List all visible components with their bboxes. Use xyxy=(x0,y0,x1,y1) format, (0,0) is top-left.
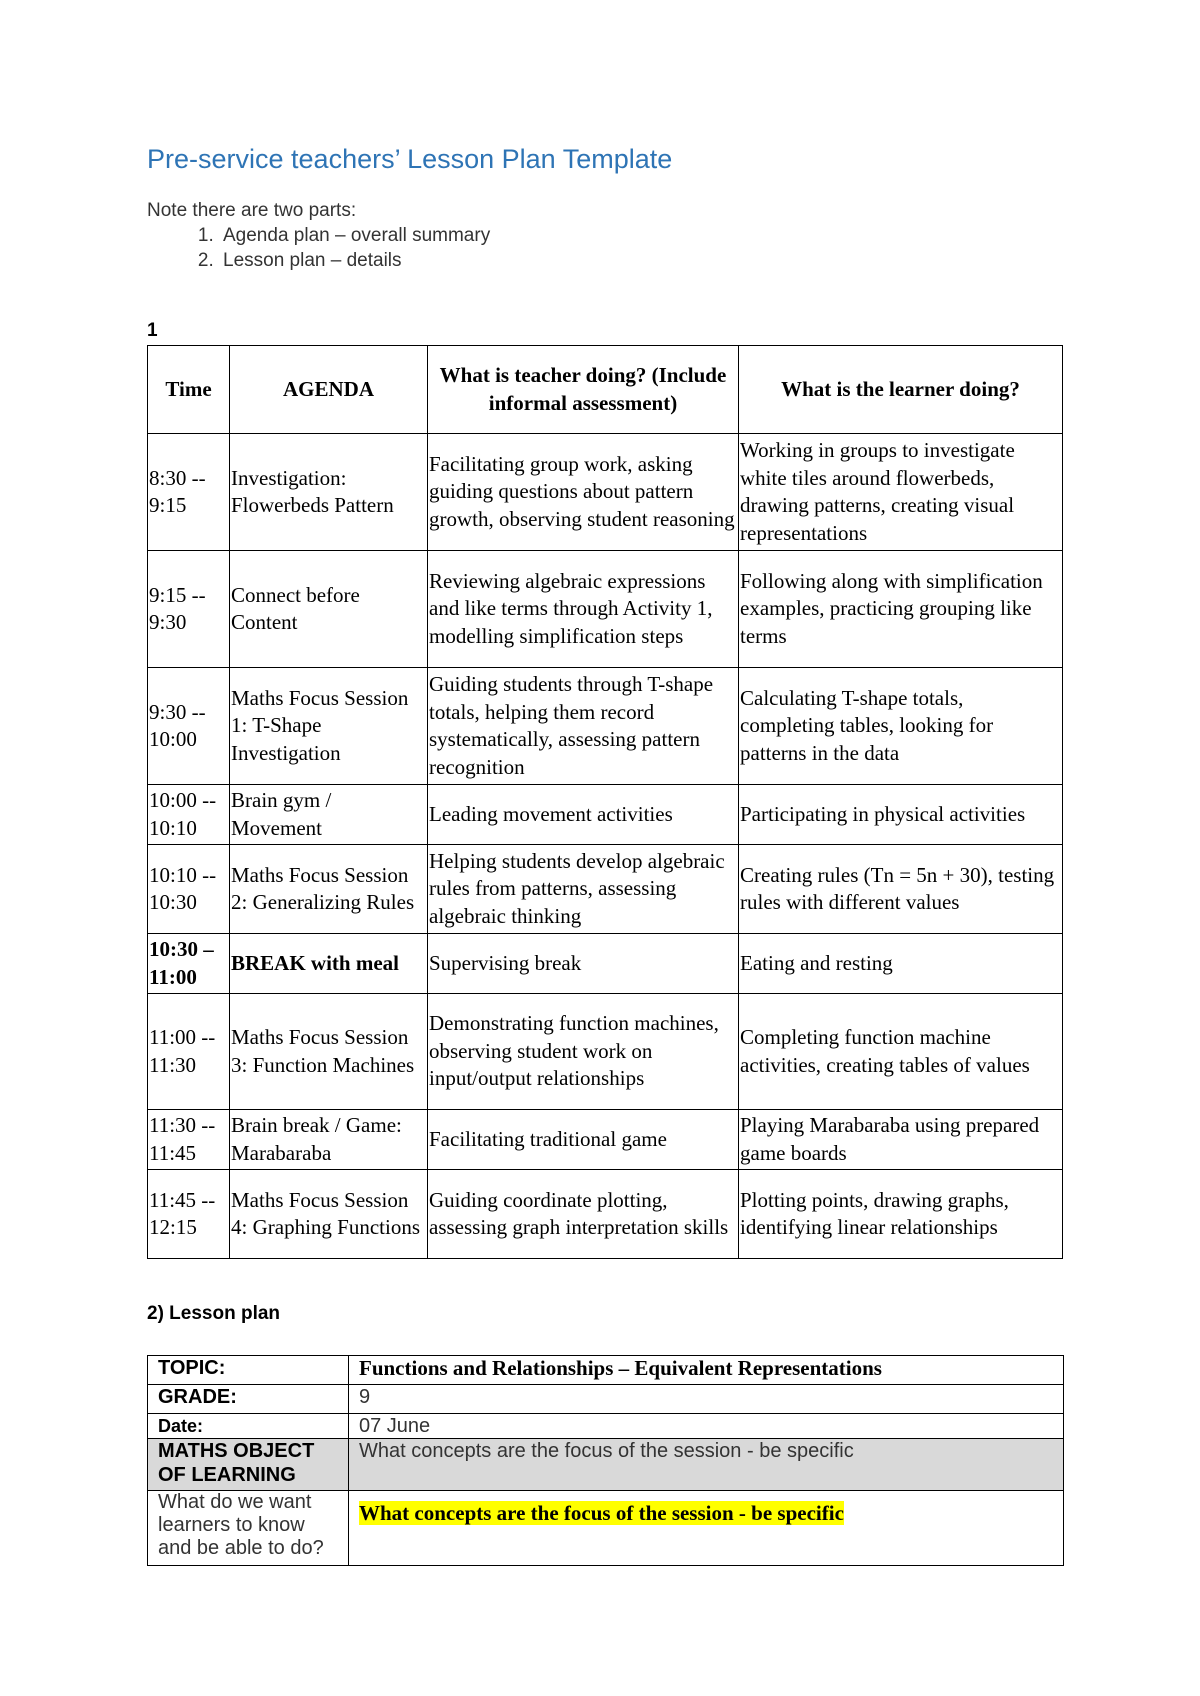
topic-value: Functions and Relationships – Equivalent Representations xyxy=(349,1356,1064,1385)
agenda-row-break xyxy=(148,934,1063,994)
outcome-cell xyxy=(349,1491,1064,1566)
agenda-item: Brain break / Game: Marabaraba xyxy=(230,1110,428,1170)
agenda-time: 8:30 -- 9:15 xyxy=(148,434,230,551)
date-value: 07 June xyxy=(349,1414,1064,1439)
teacher-activity: Guiding coordinate plotting, assessing graph interpretation skills xyxy=(428,1170,739,1259)
learner-activity: Working in groups to investigate white tiles around flowerbeds, drawing patterns, creating visual representations xyxy=(739,434,1063,551)
agenda-time: 9:30 -- 10:00 xyxy=(148,668,230,785)
agenda-item: Brain gym / Movement xyxy=(230,785,428,845)
learner-activity: Calculating T-shape totals, completing tables, looking for patterns in the data xyxy=(739,668,1063,785)
grade-label: GRADE: xyxy=(148,1385,349,1414)
learner-activity: Participating in physical activities xyxy=(739,785,1063,845)
lesson-row-outcome xyxy=(148,1491,1064,1566)
outcome-value: What concepts are the focus of the session - be specific xyxy=(359,1501,844,1525)
grade-value: 9 xyxy=(349,1385,1064,1414)
section-2-label: 2) Lesson plan xyxy=(147,1303,281,1324)
agenda-row xyxy=(148,845,1063,934)
header-time: Time xyxy=(148,346,230,434)
parts-list-item: 2. Lesson plan – details xyxy=(219,248,490,273)
agenda-time: 9:15 -- 9:30 xyxy=(148,551,230,668)
agenda-row xyxy=(148,434,1063,551)
agenda-row xyxy=(148,551,1063,668)
teacher-activity: Leading movement activities xyxy=(428,785,739,845)
lesson-plan-table xyxy=(147,1355,1064,1566)
agenda-time: 11:00 -- 11:30 xyxy=(148,994,230,1110)
teacher-activity: Supervising break xyxy=(428,934,739,994)
learner-activity: Playing Marabaraba using prepared game boards xyxy=(739,1110,1063,1170)
agenda-row xyxy=(148,994,1063,1110)
teacher-activity: Facilitating group work, asking guiding questions about pattern growth, observing student reasoning xyxy=(428,434,739,551)
intro-note-text: Note there are two parts: xyxy=(147,200,357,221)
page-title: Pre-service teachers’ Lesson Plan Template xyxy=(147,144,673,174)
object-value: What concepts are the focus of the session - be specific xyxy=(349,1439,1064,1491)
parts-list-item: 1. Agenda plan – overall summary xyxy=(219,223,490,248)
learner-activity: Creating rules (Tn = 5n + 30), testing rules with different values xyxy=(739,845,1063,934)
agenda-row xyxy=(148,668,1063,785)
agenda-time: 11:45 -- 12:15 xyxy=(148,1170,230,1259)
learner-activity: Eating and resting xyxy=(739,934,1063,994)
agenda-row xyxy=(148,1110,1063,1170)
learner-activity: Following along with simplification examples, practicing grouping like terms xyxy=(739,551,1063,668)
agenda-row xyxy=(148,1170,1063,1259)
date-label: Date: xyxy=(148,1414,349,1439)
parts-list xyxy=(147,223,490,273)
agenda-time: 10:10 -- 10:30 xyxy=(148,845,230,934)
lesson-row-topic xyxy=(148,1356,1064,1385)
intro-note xyxy=(147,198,490,273)
agenda-table xyxy=(147,345,1063,1259)
lesson-row-object xyxy=(148,1439,1064,1491)
header-learner: What is the learner doing? xyxy=(739,346,1063,434)
learner-activity: Plotting points, drawing graphs, identifying linear relationships xyxy=(739,1170,1063,1259)
section-1-label: 1 xyxy=(147,320,158,341)
agenda-item: Maths Focus Session 2: Generalizing Rules xyxy=(230,845,428,934)
agenda-time: 11:30 -- 11:45 xyxy=(148,1110,230,1170)
teacher-activity: Reviewing algebraic expressions and like terms through Activity 1, modelling simplification steps xyxy=(428,551,739,668)
agenda-time: 10:30 – 11:00 xyxy=(148,934,230,994)
teacher-activity: Facilitating traditional game xyxy=(428,1110,739,1170)
lesson-row-date xyxy=(148,1414,1064,1439)
agenda-time: 10:00 -- 10:10 xyxy=(148,785,230,845)
header-agenda: AGENDA xyxy=(230,346,428,434)
agenda-item: Maths Focus Session 1: T-Shape Investigation xyxy=(230,668,428,785)
agenda-item: Connect before Content xyxy=(230,551,428,668)
header-teacher: What is teacher doing? (Include informal assessment) xyxy=(428,346,739,434)
agenda-header-row xyxy=(148,346,1063,434)
agenda-item: BREAK with meal xyxy=(230,934,428,994)
object-label: MATHS OBJECT OF LEARNING xyxy=(148,1439,349,1491)
outcome-label: What do we want learners to know and be able to do? xyxy=(148,1491,349,1566)
lesson-row-grade xyxy=(148,1385,1064,1414)
learner-activity: Completing function machine activities, creating tables of values xyxy=(739,994,1063,1110)
agenda-item: Investigation: Flowerbeds Pattern xyxy=(230,434,428,551)
teacher-activity: Helping students develop algebraic rules from patterns, assessing algebraic thinking xyxy=(428,845,739,934)
teacher-activity: Guiding students through T-shape totals, helping them record systematically, assessing pattern recognition xyxy=(428,668,739,785)
agenda-row xyxy=(148,785,1063,845)
teacher-activity: Demonstrating function machines, observing student work on input/output relationships xyxy=(428,994,739,1110)
agenda-item: Maths Focus Session 3: Function Machines xyxy=(230,994,428,1110)
topic-label: TOPIC: xyxy=(148,1356,349,1385)
agenda-item: Maths Focus Session 4: Graphing Functions xyxy=(230,1170,428,1259)
